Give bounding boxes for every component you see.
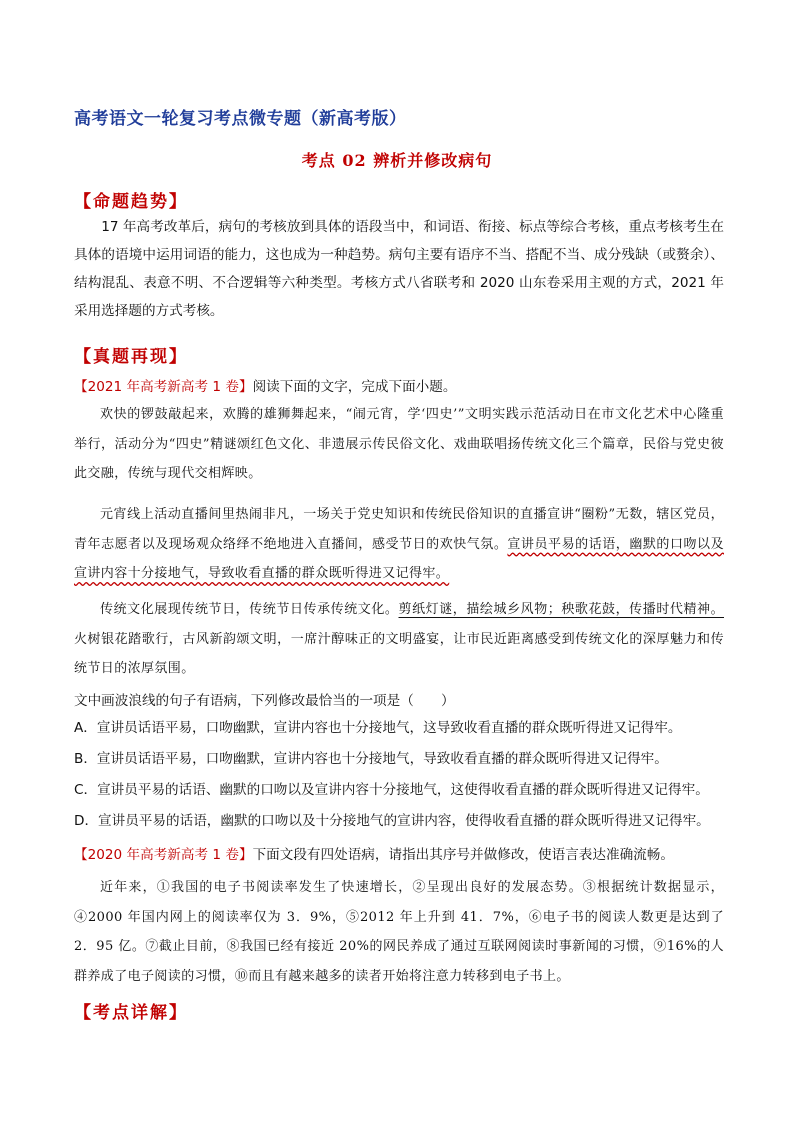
passage-paragraph-2-text: 元宵线上活动直播间里热闹非凡，一场关于党史知识和传统民俗知识的直播宣讲“圈粉”无数，辖区党员，青年志愿者以及现场观众络绎不绝地进入直播间，感受节日的欢快气氛。 [74,507,724,552]
question1-source-tag: 【2021 年高考新高考 1 卷】 [74,379,253,395]
question1-instruction: 阅读下面的文字，完成下面小题。 [252,379,457,395]
real-exam-heading: 【真题再现】 [74,347,188,367]
trend-paragraph: 17 年高考改革后，病句的考核放到具体的语段当中，和词语、衔接、标点等综合考核，重点考核考生在具体的语境中运用词语的能力，这也成为一种趋势。病句主要有语序不当、搭配不当、成分残缺（或赘余）、结构混乱、表意不明、不合逻辑等六种类型。考核方式八省联考和 2020 山东卷采用主观的方式，2021 年采用选择题的方式考核。 [74,219,724,319]
passage-paragraph-1: 欢快的锣鼓敲起来，欢腾的雄狮舞起来，“闹元宵，学‘四史’”文明实践示范活动日在市文化艺术中心隆重举行，活动分为“四史”精谜颂红色文化、非遗展示传民俗文化、戏曲联唱扬传统文化三个篇章，民俗与党史彼此交融，传统与现代交相辉映。 [74,407,724,481]
question2-source-tag: 【2020 年高考新高考 1 卷】 [74,847,253,863]
option-a: A．宣讲员话语平易，口吻幽默，宣讲内容也十分接地气，这导致收看直播的群众既听得进又记得牢。 [74,720,682,736]
option-c: C．宣讲员平易的话语、幽默的口吻以及宣讲内容十分接地气，这使得收看直播的群众既听得进又记得牢。 [74,782,709,798]
question2-source [74,842,724,868]
passage-paragraph-2 [74,500,724,589]
question2-passage: 近年来，①我国的电子书阅读率发生了快速增长，②呈现出良好的发展态势。③根据统计数据显示，④2000 年国内网上的阅读率仅为 3．9%，⑤2012 年上升到 41．7%，⑥电子书的阅读人数更是达到了 2．95 亿。⑦截止目前，⑧我国已经有接近 20%的网民养成了通过互联网阅读时事新闻的习惯，⑨16%的人群养成了电子阅读的习惯，⑩而且有越来越多的读者开始将注意力转移到电子书上。 [74,880,724,984]
detail-heading: 【考点详解】 [74,1003,188,1023]
question2-instruction: 下面文段有四处语病，请指出其序号并做修改，使语言表达准确流畅。 [252,847,674,863]
topic-subtitle: 考点 02 辨析并修改病句 [301,151,493,170]
option-b: B．宣讲员话语平易，口吻幽默，宣讲内容也十分接地气，导致收看直播的群众既听得进又记得牢。 [74,751,668,767]
passage-paragraph-3 [74,595,724,684]
document-title: 高考语文一轮复习考点微专题（新高考版） [74,109,407,129]
passage-paragraph-3-end: 火树银花踏歌行，古风新韵颂文明，一席汁醇味正的文明盛宴，让市民近距离感受到传统文化的深厚魅力和传统节日的浓厚氛围。 [74,631,724,676]
option-d: D．宣讲员平易的话语，幽默的口吻以及十分接地气的宣讲内容，使得收看直播的群众既听得进又记得牢。 [74,813,710,829]
passage-paragraph-3-start: 传统文化展现传统节日，传统节日传承传统文化。 [100,602,399,617]
wavy-underlined-sentence: 宣讲员平易的话语，幽默的口吻以及宣讲内容十分接地气，导致收看直播的群众既听得进又记得牢。 [74,536,724,581]
underlined-sentence: 剪纸灯谜，描绘城乡风物；秧歌花鼓，传播时代精神。 [398,602,724,617]
question1-source [74,374,724,400]
trend-heading: 【命题趋势】 [74,192,188,212]
question1-prompt: 文中画波浪线的句子有语病，下列修改最恰当的一项是（ ） [74,693,455,709]
